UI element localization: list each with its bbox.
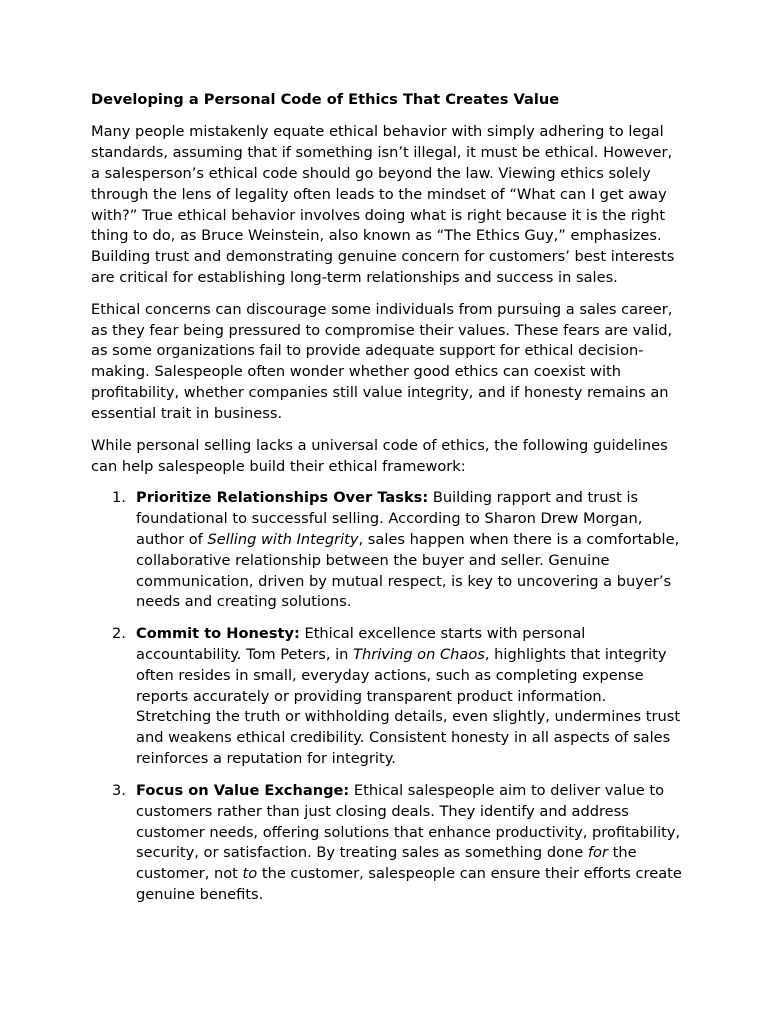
list-item-heading: Focus on Value Exchange:: [136, 781, 350, 799]
list-item-text: Building rapport and trust is foundational to successful selling. According to Sharon Drew Morgan, author of: [136, 488, 643, 548]
list-item-number: 1.: [112, 488, 126, 506]
emphasis: for: [587, 844, 608, 862]
book-title: Selling with Integrity: [207, 530, 359, 548]
paragraph-2: Ethical concerns can discourage some individuals from pursuing a sales career, as they fear being pressured to compromise their values. These fears are valid, as some organizations fail to provide adequate support for ethical decision-making. Salespeople often wonder whether good ethics can coexist with profitability, whether companies still value integrity, and if honesty remains an essential trait in business.: [91, 300, 673, 423]
paragraph-1: Many people mistakenly equate ethical behavior with simply adhering to legal standards, assuming that if something isn’t illegal, it must be ethical. However, a salesperson’s ethical code should go beyond the law. Viewing ethics solely through the lens of legality often leads to the mindset of “What can I get away with?” True ethical behavior involves doing what is right because it is the right thing to do, as Bruce Weinstein, also known as “The Ethics Guy,” emphasizes. Building trust and demonstrating genuine concern for customers’ best interests are critical for establishing long-term relationships and success in sales.: [91, 122, 675, 287]
list-item-text: , sales happen when there is a comfortable, collaborative relationship between the buyer and seller. Genuine communication, driven by mutual respect, is key to uncovering a buyer’s needs and creating solutions.: [136, 530, 680, 611]
list-item-text: Ethical excellence starts with personal accountability. Tom Peters, in: [136, 624, 586, 663]
book-title: Thriving on Chaos: [353, 645, 485, 663]
list-item-number: 2.: [112, 624, 126, 642]
document-title: Developing a Personal Code of Ethics That Creates Value: [91, 91, 560, 108]
list-item: [91, 624, 683, 770]
list-item-text: Ethical salespeople aim to deliver value to customers rather than just closing deals. They identify and address customer needs, offering solutions that enhance productivity, profitability, security, or satisfaction. By treating sales as something done: [136, 781, 681, 862]
document-page: [91, 90, 683, 917]
list-item: [91, 488, 683, 613]
list-item-text: the customer, not: [136, 844, 637, 883]
list-item-heading: Commit to Honesty:: [136, 624, 300, 642]
emphasis: to: [242, 865, 258, 883]
list-item-text: , highlights that integrity often resides in small, everyday actions, such as completing expense reports accurately or providing transparent product information. Stretching the truth or withholding details, even slightly, undermines trust and weakens ethical credibility. Consistent honesty in all aspects of sales reinforces a reputation for integrity.: [136, 645, 681, 768]
list-item: [91, 781, 683, 906]
list-item-text: the customer, salespeople can ensure their efforts create genuine benefits.: [136, 865, 682, 904]
list-item-heading: Prioritize Relationships Over Tasks:: [136, 488, 429, 506]
paragraph-3: While personal selling lacks a universal code of ethics, the following guidelines can help salespeople build their ethical framework:: [91, 436, 668, 475]
guidelines-list: [91, 488, 683, 906]
list-item-number: 3.: [112, 781, 126, 799]
